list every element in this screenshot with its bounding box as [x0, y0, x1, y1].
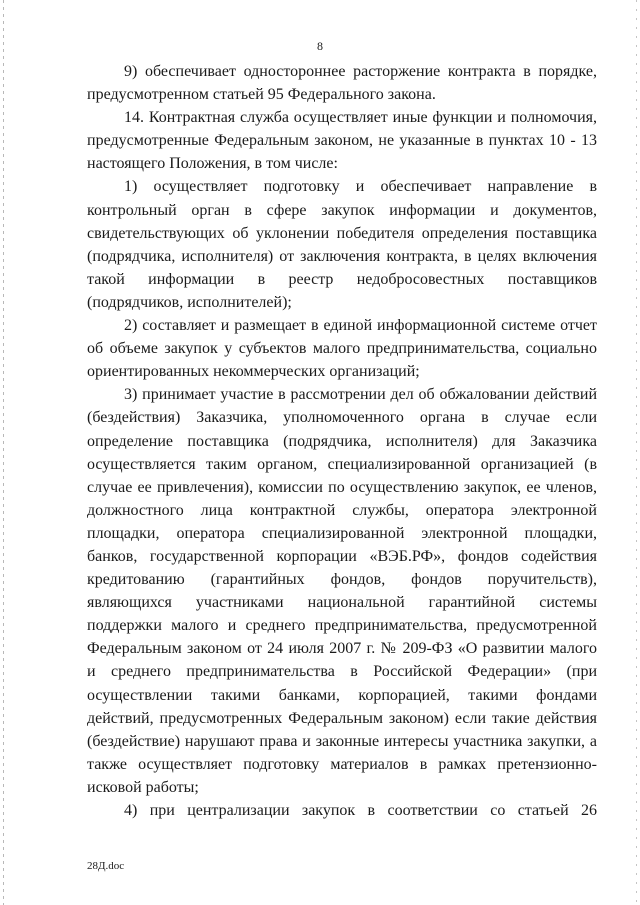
- text-line: кредитованию (гарантийных фондов, фондов поручительств),: [87, 571, 597, 589]
- text-line: действий, предусмотренных Федеральным законом) если такие действия: [87, 709, 597, 727]
- scan-edge-left: [3, 0, 4, 905]
- text-line: определение поставщика (подрядчика, исполнителя) для Заказчика: [87, 432, 597, 450]
- text-line: также осуществляет подготовку материалов в рамках претензионно-: [87, 755, 597, 773]
- text-line: случае ее привлечения), комиссии по осуществлению закупок, ее членов,: [87, 478, 597, 496]
- text-line: 14. Контрактная служба осуществляет иные функции и полномочия,: [124, 109, 597, 127]
- text-line: осуществляется таким органом, специализированной организацией (в: [87, 455, 597, 473]
- text-line: 9) обеспечивает одностороннее расторжение контракта в порядке,: [124, 63, 597, 80]
- text-line: ориентированных некоммерческих организаций;: [87, 363, 420, 381]
- text-line: 2) составляет и размещает в единой информационной системе отчет: [124, 317, 597, 335]
- text-line: 4) при централизации закупок в соответствии со статьей 26: [124, 802, 597, 819]
- text-line: банков, государственной корпорации «ВЭБ.РФ», фондов содействия: [87, 547, 597, 565]
- text-line: предусмотренном статьей 95 Федерального закона.: [87, 86, 436, 104]
- text-line: поддержки малого и среднего предпринимательства, предусмотренной: [87, 617, 597, 635]
- text-line: (бездействие) нарушают права и законные интересы участника закупки, а: [87, 732, 597, 750]
- text-line: 1) осуществляет подготовку и обеспечивает направление в: [124, 178, 597, 196]
- text-line: площадки, оператора специализированной электронной площадки,: [87, 524, 597, 542]
- text-line: осуществлении такими банками, корпорацией, такими фондами: [87, 686, 597, 704]
- text-line: (подрядчиков, исполнителей);: [87, 293, 292, 311]
- scan-edge-right: [636, 0, 637, 905]
- text-line: такой информации в реестр недобросовестных поставщиков: [87, 270, 597, 288]
- text-line: (бездействия) Заказчика, уполномоченного органа в случае если: [87, 409, 597, 427]
- text-line: Федеральным законом от 24 июля 2007 г. № 209-ФЗ «О развитии малого: [87, 640, 597, 658]
- text-line: свидетельствующих об уклонении победителя определения поставщика: [87, 224, 597, 242]
- text-line: об объеме закупок у субъектов малого предпринимательства, социально: [87, 340, 597, 358]
- text-line: исковой работы;: [87, 778, 199, 796]
- file-name-footer: 28Д.doc: [87, 860, 125, 872]
- text-line: (подрядчика, исполнителя) от заключения контракта, в целях включения: [87, 247, 597, 265]
- page-number: 8: [317, 39, 323, 53]
- text-line: предусмотренные Федеральным законом, не указанные в пунктах 10 - 13: [87, 132, 597, 150]
- text-line: являющихся участниками национальной гарантийной системы: [87, 594, 597, 612]
- text-line: контрольный орган в сфере закупок информации и документов,: [87, 201, 597, 219]
- text-line: настоящего Положения, в том числе:: [87, 155, 338, 173]
- text-line: должностного лица контрактной службы, оператора электронной: [87, 501, 597, 519]
- text-line: и среднего предпринимательства в Российской Федерации» (при: [87, 663, 597, 681]
- text-line: 3) принимает участие в рассмотрении дел об обжаловании действий: [124, 386, 597, 404]
- document-body: [87, 60, 597, 822]
